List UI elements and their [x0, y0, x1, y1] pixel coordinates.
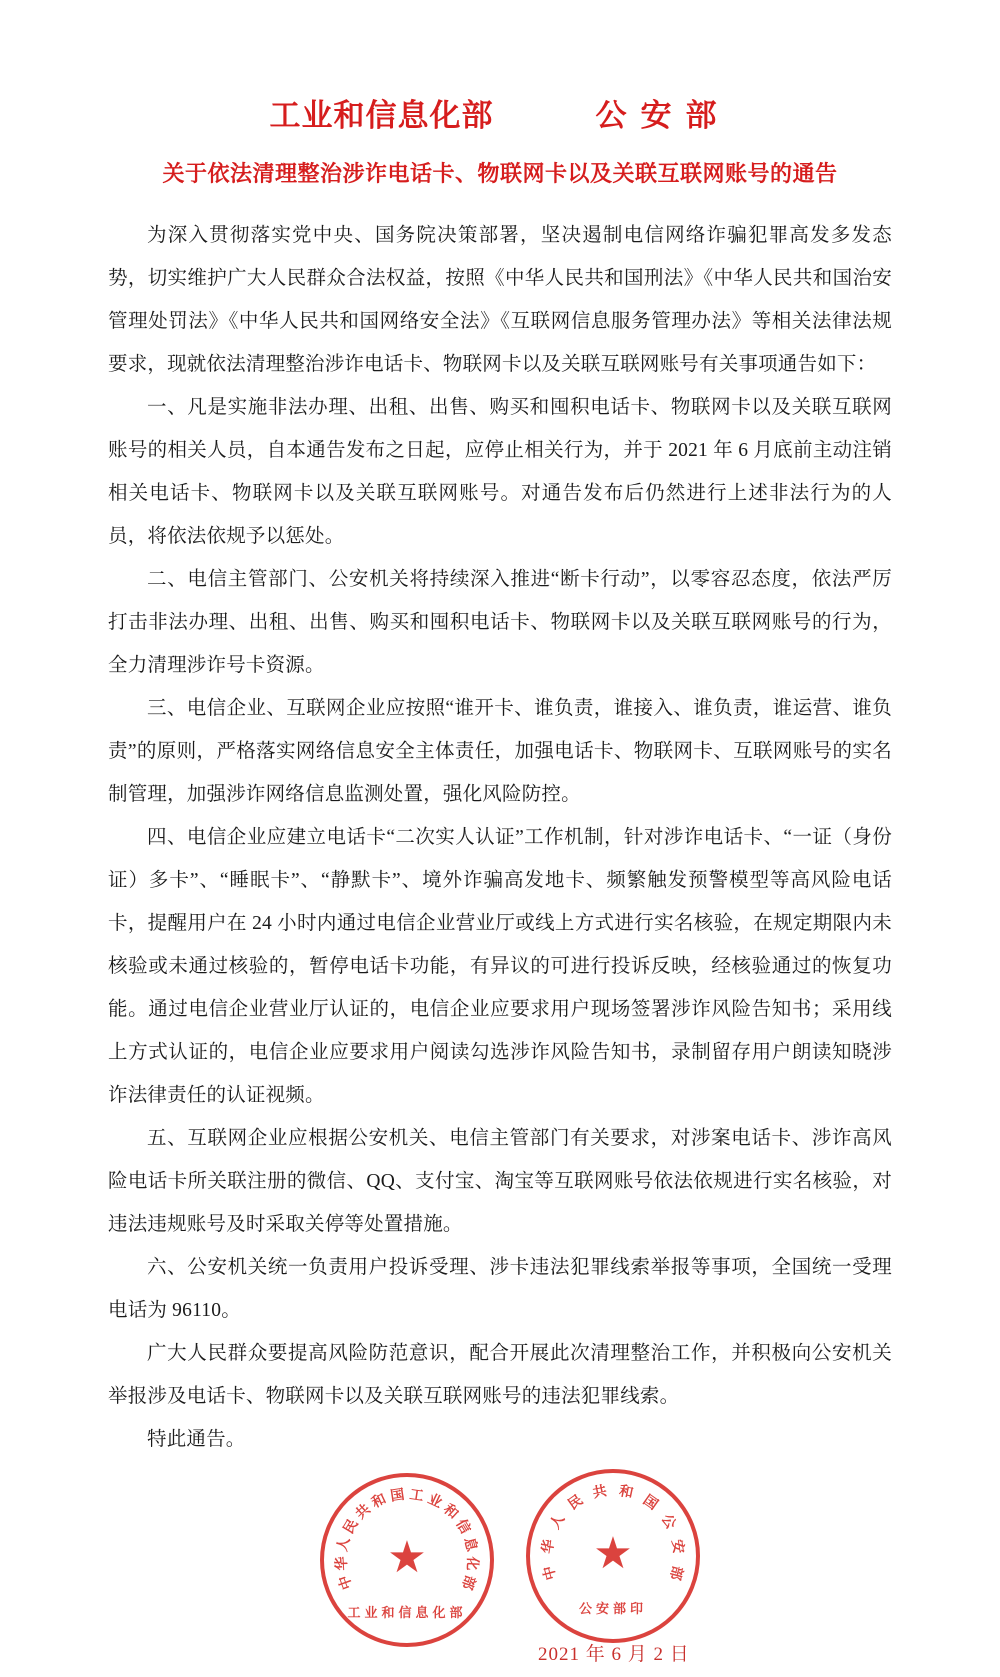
paragraph-item-2: 二、电信主管部门、公安机关将持续深入推进“断卡行动”，以零容忍态度，依法严厉打击非法办理、出租、出售、购买和囤积电话卡、物联网卡以及关联互联网账号的行为，全力清理涉诈号卡资源。: [108, 569, 892, 676]
masthead: [108, 90, 892, 135]
official-seal-miit-icon: [320, 1473, 494, 1647]
paragraph-item-3: 三、电信企业、互联网企业应按照“谁开卡、谁负责，谁接入、谁负责，谁运营、谁负责”的原则，严格落实网络信息安全主体责任，加强电话卡、物联网卡、互联网账号的实名制管理，加强涉诈网络信息监测处置，强化风险防控。: [108, 698, 892, 805]
paragraph-item-6: 六、公安机关统一负责用户投诉受理、涉卡违法犯罪线索举报等事项，全国统一受理电话为 96110。: [108, 1257, 892, 1321]
document-body: [108, 214, 892, 1461]
paragraph-item-4: 四、电信企业应建立电话卡“二次实人认证”工作机制，针对涉诈电话卡、“一证（身份证）多卡”、“睡眠卡”、“静默卡”、境外诈骗高发地卡、频繁触发预警模型等高风险电话卡，提醒用户在 24 小时内通过电信企业营业厅或线上方式进行实名核验，在规定期限内未核验或未通过核验的，暂停电话卡功能，有异议的可进行投诉反映，经核验通过的恢复功能。通过电信企业营业厅认证的，电信企业应要求用户现场签署涉诈风险告知书；采用线上方式认证的，电信企业应要求用户阅读勾选涉诈风险告知书，录制留存用户朗读知晓涉诈法律责任的认证视频。: [108, 827, 892, 1106]
seal-mps-bottom-text: 公安部印: [578, 1601, 647, 1616]
issuing-org-miit: 工业和信息化部: [269, 98, 494, 133]
seal-miit-bottom-text: 工业和信息化部: [347, 1605, 467, 1620]
paragraph-preamble: 为深入贯彻落实党中央、国务院决策部署，坚决遏制电信网络诈骗犯罪高发多发态势，切实维护广大人民群众合法权益，按照《中华人民共和国刑法》《中华人民共和国治安管理处罚法》《中华人民共和国网络安全法》《互联网信息服务管理办法》等相关法律法规要求，现就依法清理整治涉诈电话卡、物联网卡以及关联互联网账号有关事项通告如下：: [108, 225, 892, 375]
seal-area: [108, 1467, 892, 1677]
official-seal-mps-icon: [526, 1469, 700, 1643]
paragraph-closing: 特此通告。: [147, 1429, 246, 1450]
page-title: 关于依法清理整治涉诈电话卡、物联网卡以及关联互联网账号的通告: [162, 161, 838, 186]
seal-miit-ring-text: 中 华 人 民 共 和 国 工 业 和 信 息 化 部: [334, 1487, 480, 1592]
issuing-org-mps: 公安部: [595, 98, 731, 133]
five-point-star-icon: ★: [387, 1533, 427, 1583]
five-point-star-icon: ★: [593, 1529, 633, 1579]
issue-date: 2021 年 6 月 2 日: [538, 1644, 690, 1665]
paragraph-item-5: 五、互联网企业应根据公安机关、电信主管部门有关要求，对涉案电话卡、涉诈高风险电话卡所关联注册的微信、QQ、支付宝、淘宝等互联网账号依法依规进行实名核验，对违法违规账号及时采取关停等处置措施。: [108, 1128, 892, 1235]
paragraph-item-1: 一、凡是实施非法办理、出租、出售、购买和囤积电话卡、物联网卡以及关联互联网账号的相关人员，自本通告发布之日起，应停止相关行为，并于 2021 年 6 月底前主动注销相关电话卡、物联网卡以及关联互联网账号。对通告发布后仍然进行上述非法行为的人员，将依法依规予以惩处。: [108, 397, 892, 547]
paragraph-public-notice: 广大人民群众要提高风险防范意识，配合开展此次清理整治工作，并积极向公安机关举报涉及电话卡、物联网卡以及关联互联网账号的违法犯罪线索。: [108, 1343, 892, 1407]
seal-mps-ring-text: 中 华 人 民 共 和 国 公 安 部: [540, 1484, 686, 1582]
